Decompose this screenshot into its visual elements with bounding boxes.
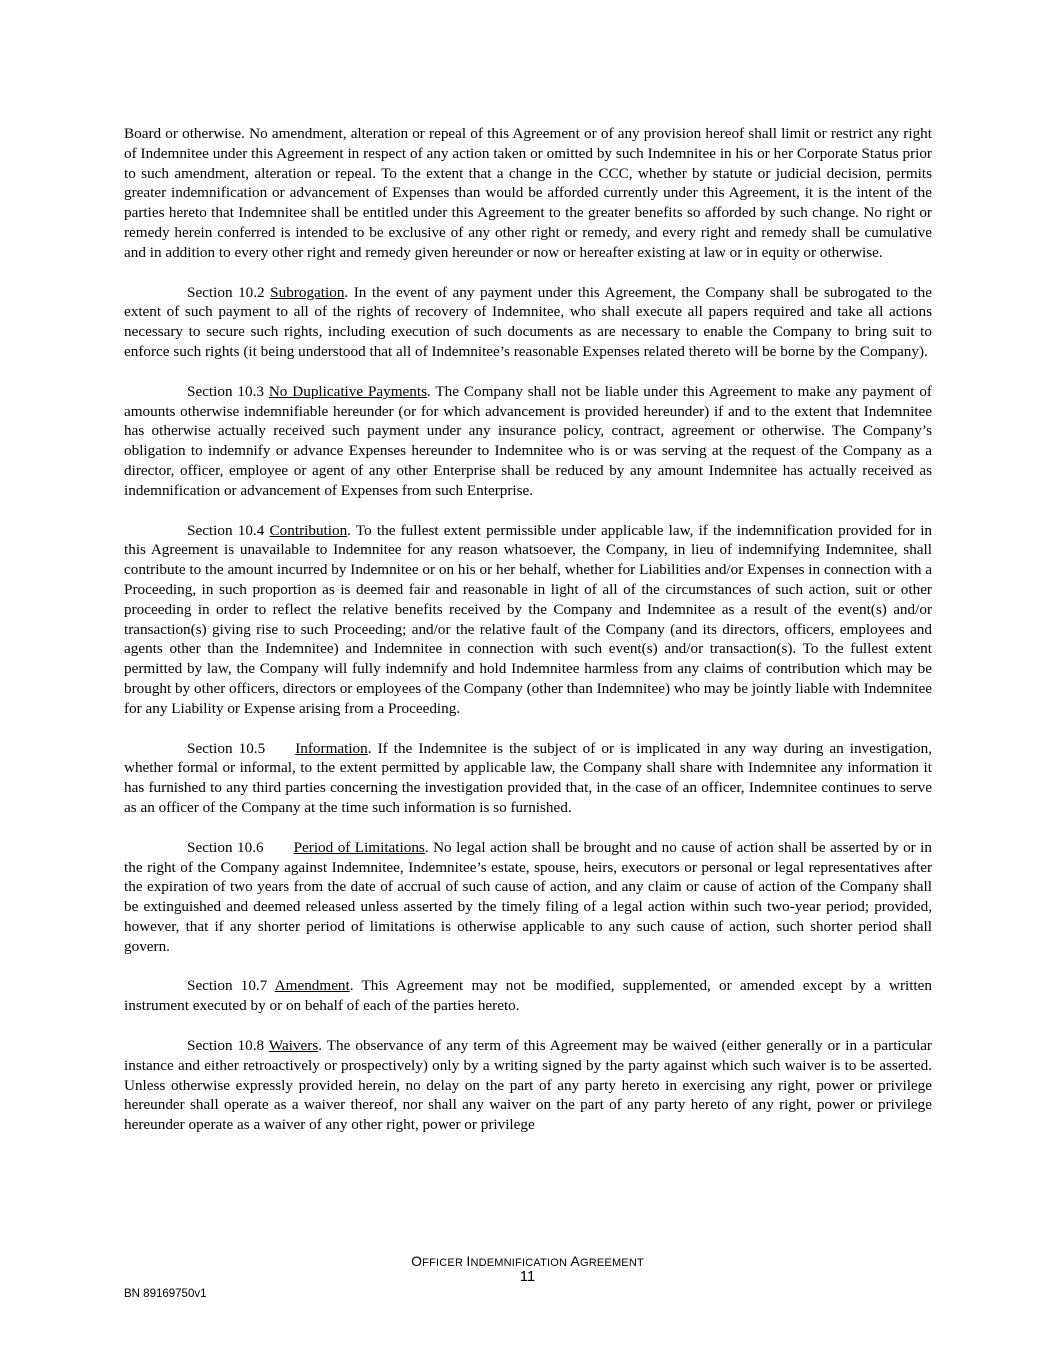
- section-title: Amendment: [274, 977, 350, 995]
- section-number: Section 10.6: [187, 838, 264, 856]
- section-10-5-paragraph: [124, 739, 932, 818]
- section-number: Section 10.2: [187, 283, 265, 301]
- section-text: . In the event of any payment under this Agreement, the Company shall be subrogated to the extent of such payment to all of the rights of recovery of Indemnitee, who shall execute all papers required and take all actions necessary to secure such rights, including execution of such documents as are necessary to enable the Company to bring suit to enforce such rights (it being understood that all of Indemnitee’s reasonable Expenses related thereto will be borne by the Company).: [124, 283, 932, 360]
- section-text: . To the fullest extent permissible under applicable law, if the indemnification provided for in this Agreement is unavailable to Indemnitee for any reason whatsoever, the Company, in lieu of indemnifying Indemnitee, shall contribute to the amount incurred by Indemnitee or on his or her behalf, whether for Liabilities and/or Expenses in connection with a Proceeding, in such proportion as is deemed fair and reasonable in light of all of the circumstances of such action, suit or other proceeding in order to reflect the relative benefits received by the Company and Indemnitee as a result of the event(s) and/or transaction(s) giving rise to such Proceeding; and/or the relative fault of the Company (and its directors, officers, employees and agents other than the Indemnitee) and Indemnitee in connection with such event(s) and/or transaction(s). To the fullest extent permitted by law, the Company will fully indemnify and hold Indemnitee harmless from any claims of contribution which may be brought by other officers, directors or employees of the Company (other than Indemnitee) who may be jointly liable with Indemnitee for any Liability or Expense arising from a Proceeding.: [124, 521, 933, 717]
- section-number: Section 10.8: [187, 1037, 265, 1055]
- section-number: Section 10.4: [187, 521, 265, 539]
- section-10-3-paragraph: [124, 382, 932, 501]
- section-title: Subrogation: [270, 283, 345, 301]
- section-10-6-paragraph: [124, 838, 932, 957]
- section-10-8-paragraph: [124, 1036, 932, 1135]
- section-text: . The observance of any term of this Agreement may be waived (either generally or in a particular instance and either retroactively or prospectively) only by a writing signed by the party against which such waiver is to be asserted. Unless otherwise expressly provided herein, no delay on the part of any party hereto in exercising any right, power or privilege hereunder shall operate as a waiver thereof, nor shall any waiver on the part of any party hereto of any right, power or privilege hereunder operate as a waiver of any other right, power or privilege: [124, 1037, 932, 1134]
- section-title: Information: [295, 739, 368, 757]
- section-10-4-paragraph: [124, 521, 932, 719]
- section-10-2-paragraph: [124, 283, 932, 362]
- section-10-7-paragraph: [124, 976, 932, 1016]
- page-number: 11: [519, 1268, 536, 1285]
- section-title: Contribution: [269, 521, 348, 539]
- section-text: . If the Indemnitee is the subject of or is implicated in any way during an investigation, whether formal or informal, to the extent permitted by applicable law, the Company shall share with Indemnitee any information it has furnished to any third parties concerning the investigation provided that, in the case of an officer, Indemnitee continues to serve as an officer of the Company at the time such information is so furnished.: [124, 739, 932, 816]
- section-number: Section 10.3: [187, 382, 264, 400]
- section-number: Section 10.7: [187, 977, 268, 995]
- section-title: Waivers: [268, 1037, 319, 1055]
- section-title: Period of Limitations: [293, 838, 425, 856]
- intro-paragraph: Board or otherwise. No amendment, alteration or repeal of this Agreement or of any provision hereof shall limit or restrict any right of Indemnitee under this Agreement in respect of any action taken or omitted by such Indemnitee in his or her Corporate Status prior to such amendment, alteration or repeal. To the extent that a change in the CCC, whether by statute or judicial decision, permits greater indemnification or advancement of Expenses than would be afforded currently under this Agreement, it is the intent of the parties hereto that Indemnitee shall be entitled under this Agreement to the greater benefits so afforded by such change. No right or remedy herein conferred is intended to be exclusive of any other right or remedy, and every right and remedy shall be cumulative and in addition to every other right and remedy given hereunder or now or hereafter existing at law or in equity or otherwise.: [124, 125, 932, 261]
- footer-title: OFFICER INDEMNIFICATION AGREEMENT: [411, 1253, 644, 1269]
- section-text: . This Agreement may not be modified, supplemented, or amended except by a written instrument executed by or on behalf of each of the parties hereto.: [124, 977, 932, 1015]
- section-number: Section 10.5: [187, 739, 266, 757]
- section-text: . No legal action shall be brought and no cause of action shall be asserted by or in the right of the Company against Indemnitee, Indemnitee’s estate, spouse, heirs, executors or personal or legal representatives after the expiration of two years from the date of accrual of such cause of action, and any claim or cause of action of the Company shall be extinguished and deemed released unless asserted by the timely filing of a legal action within such two-year period; provided, however, that if any shorter period of limitations is otherwise applicable to any such cause of action, such shorter period shall govern.: [124, 838, 932, 955]
- document-id: BN 89169750v1: [124, 1288, 207, 1300]
- document-body: [124, 124, 932, 1155]
- section-text: . The Company shall not be liable under this Agreement to make any payment of amounts otherwise indemnifiable hereunder (or for which advancement is provided hereunder) if and to the extent that Indemnitee has otherwise actually received such payment under any insurance policy, contract, agreement or otherwise. The Company’s obligation to indemnify or advance Expenses hereunder to Indemnitee who is or was serving at the request of the Company as a director, officer, employee or agent of any other Enterprise shall be reduced by any amount Indemnitee has actually received as indemnification or advancement of Expenses from such Enterprise.: [124, 382, 932, 499]
- section-title: No Duplicative Payments: [268, 382, 428, 400]
